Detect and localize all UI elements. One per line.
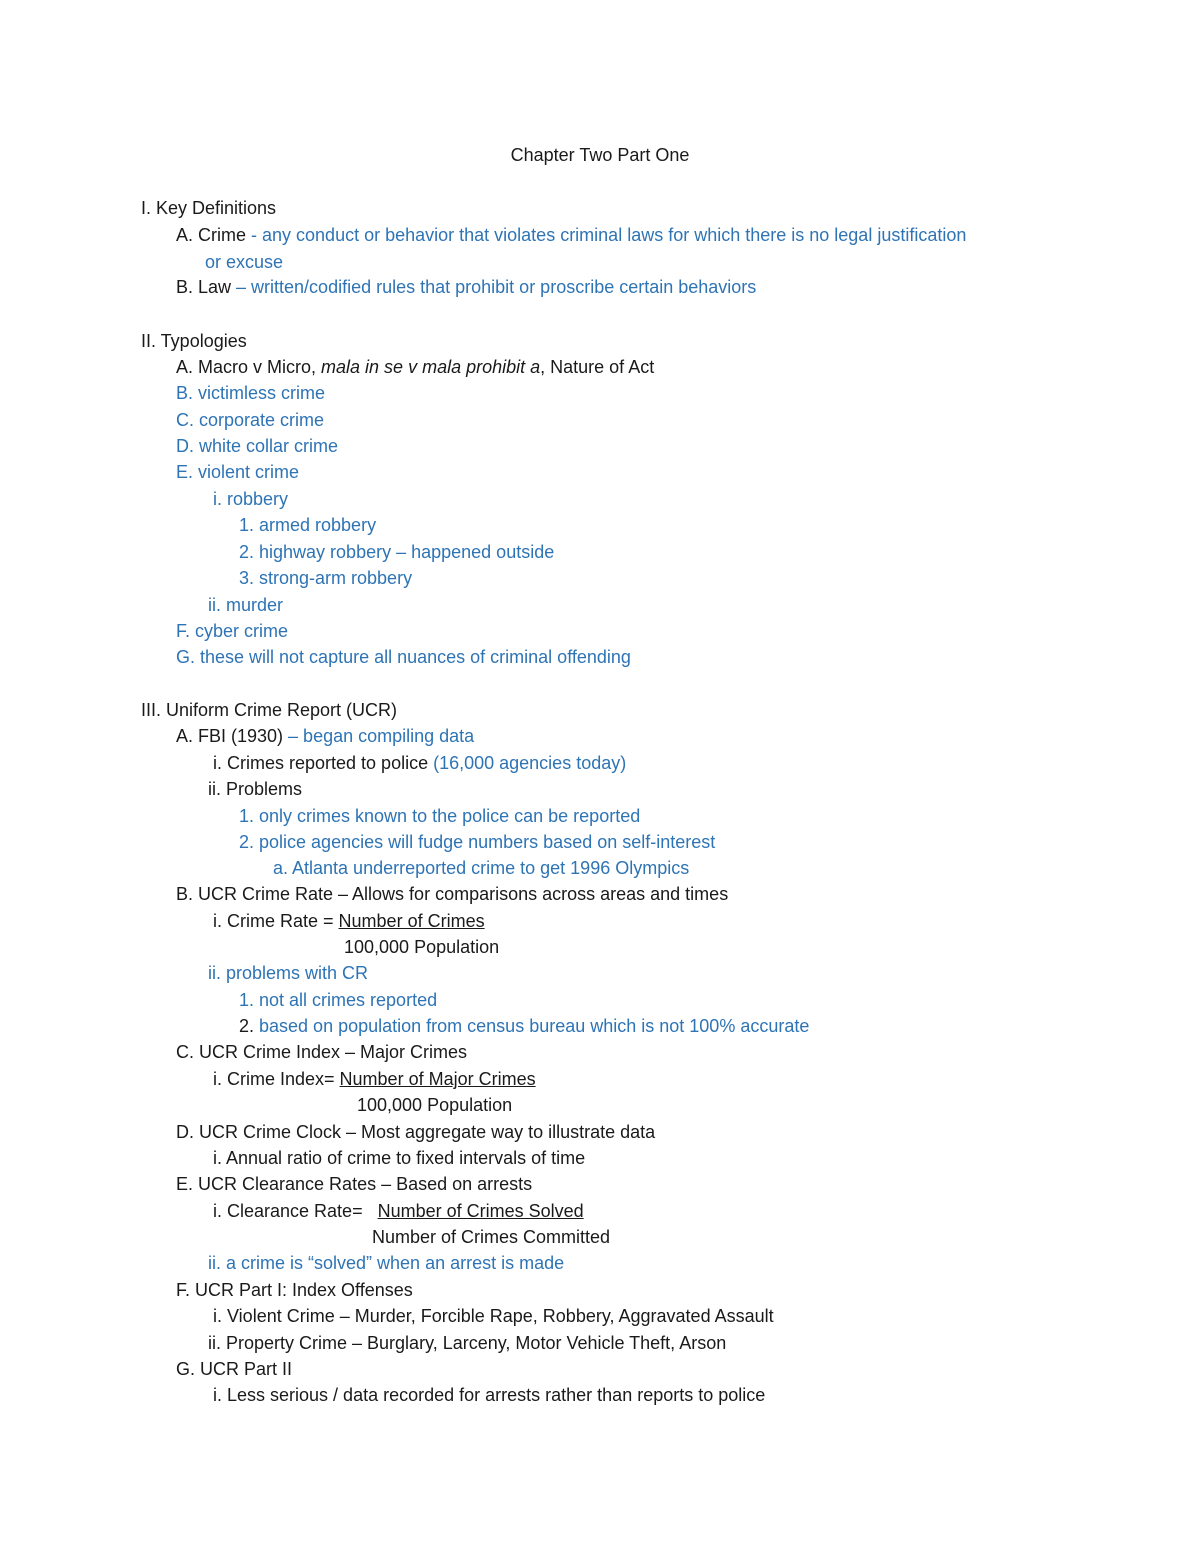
crime-index-formula [213,1068,536,1090]
definition-law [176,276,756,298]
typology-d: D. white collar crime [176,436,339,456]
ucr-d-i: i. Annual ratio of crime to fixed intervals of time [213,1148,586,1168]
ucr-a-text: – began compiling data [283,726,475,746]
clearance-rate-formula [213,1200,584,1222]
ucr-b-ii-2-label: 2. [239,1016,255,1036]
ucr-f-i: i. Violent Crime – Murder, Forcible Rape, Robbery, Aggravated Assault [213,1306,774,1326]
ucr-b-ii-2-text: based on population from census bureau which is not 100% accurate [254,1016,810,1036]
ucr-a-i-text: (16,000 agencies today) [433,753,627,773]
ucr-g-i: i. Less serious / data recorded for arrests rather than reports to police [213,1385,766,1405]
ucr-b-ii-2 [239,1015,809,1037]
section-3-heading: III. Uniform Crime Report (UCR) [141,700,398,720]
typology-a-italic: mala in se v mala prohibit a [321,357,541,377]
ucr-a-ii-2: 2. police agencies will fudge numbers based on self-interest [239,832,716,852]
ucr-b-ii: ii. problems with CR [208,963,369,983]
crime-rate-denominator: 100,000 Population [344,937,500,957]
ucr-f-ii: ii. Property Crime – Burglary, Larceny, Motor Vehicle Theft, Arson [208,1333,727,1353]
section-2-heading: II. Typologies [141,331,247,351]
definition-law-text: – written/codified rules that prohibit or proscribe certain behaviors [231,277,757,297]
crime-rate-label: i. Crime Rate = [213,911,339,931]
crime-index-denominator: 100,000 Population [357,1095,513,1115]
ucr-f: F. UCR Part I: Index Offenses [176,1280,413,1300]
ucr-a-ii: ii. Problems [208,779,303,799]
ucr-e-ii: ii. a crime is “solved” when an arrest is made [208,1253,565,1273]
definition-crime-label: A. Crime [176,225,247,245]
typology-e-i: i. robbery [213,489,289,509]
typology-e-i-3: 3. strong-arm robbery [239,568,413,588]
clearance-rate-numerator: Number of Crimes Solved [377,1201,584,1221]
crime-index-label: i. Crime Index= [213,1069,340,1089]
typology-a-prefix: A. Macro v Micro, [176,357,322,377]
ucr-c: C. UCR Crime Index – Major Crimes [176,1042,468,1062]
typology-e-i-2: 2. highway robbery – happened outside [239,542,555,562]
typology-g: G. these will not capture all nuances of criminal offending [176,647,631,667]
definition-crime-text: - any conduct or behavior that violates criminal laws for which there is no legal justification [246,225,967,245]
typology-c: C. corporate crime [176,410,325,430]
ucr-e: E. UCR Clearance Rates – Based on arrests [176,1174,533,1194]
definition-law-label: B. Law [176,277,232,297]
typology-b: B. victimless crime [176,383,326,403]
ucr-a-label: A. FBI (1930) [176,726,284,746]
typology-e-i-1: 1. armed robbery [239,515,377,535]
ucr-a-ii-1: 1. only crimes known to the police can be reported [239,806,641,826]
typology-e-ii: ii. murder [208,595,284,615]
clearance-rate-denominator: Number of Crimes Committed [372,1227,611,1247]
ucr-b-ii-1: 1. not all crimes reported [239,990,438,1010]
ucr-a [176,725,474,747]
typology-f: F. cyber crime [176,621,289,641]
typology-a-suffix: , Nature of Act [540,357,655,377]
definition-crime [176,224,966,246]
ucr-a-i-label: i. Crimes reported to police [213,753,434,773]
ucr-a-ii-2-a: a. Atlanta underreported crime to get 1996 Olympics [273,858,690,878]
typology-a [176,356,654,378]
ucr-g: G. UCR Part II [176,1359,293,1379]
ucr-a-i [213,752,626,774]
crime-rate-numerator: Number of Crimes [338,911,485,931]
clearance-rate-label: i. Clearance Rate= [213,1201,368,1221]
section-1-heading: I. Key Definitions [141,198,277,218]
crime-index-numerator: Number of Major Crimes [339,1069,536,1089]
ucr-d: D. UCR Crime Clock – Most aggregate way to illustrate data [176,1122,656,1142]
crime-rate-formula [213,910,485,932]
page-title: Chapter Two Part One [510,145,690,165]
definition-crime-continued: or excuse [205,252,284,272]
ucr-b: B. UCR Crime Rate – Allows for comparisons across areas and times [176,884,729,904]
typology-e: E. violent crime [176,462,300,482]
